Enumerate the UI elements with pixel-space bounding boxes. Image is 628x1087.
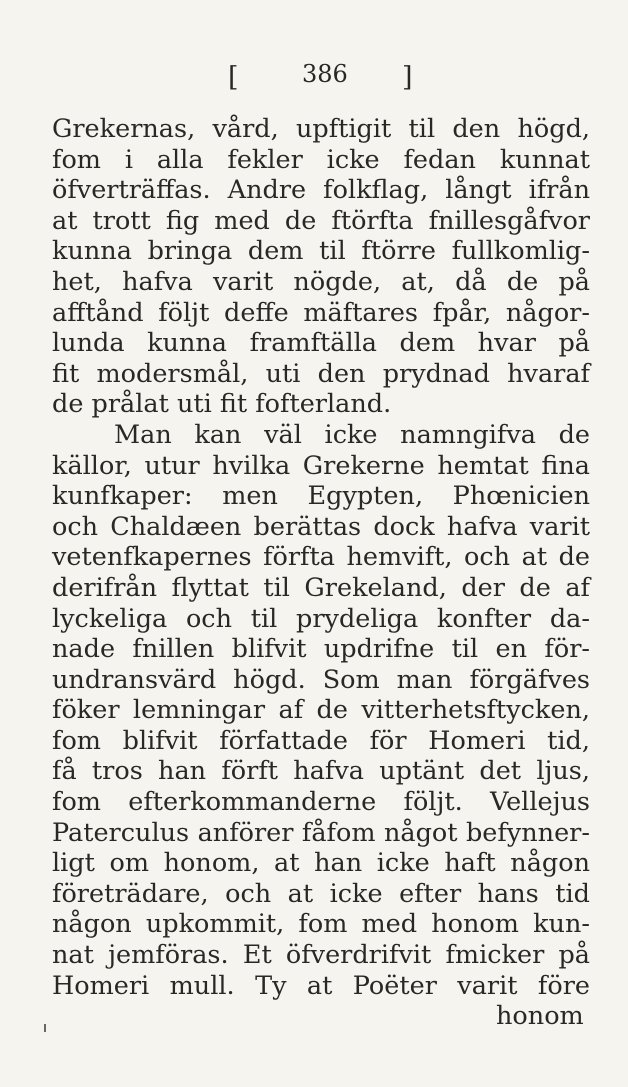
text-line: fom efterkommanderne följt. Vellejus	[52, 787, 590, 818]
text-line: kunna bringa dem til ftörre fullkomlig-	[52, 236, 590, 267]
text-line: fom blifvit författade för Homeri tid,	[52, 725, 590, 756]
text-line: och Chaldæen berättas dock hafva varit	[52, 511, 590, 542]
text-line: kunfkaper: men Egypten, Phœnicien	[52, 481, 590, 512]
body-text	[52, 114, 590, 1001]
text-line: företrädare, och at icke efter hans tid	[52, 878, 590, 909]
text-line: Grekernas, vård, upftigit til den högd,	[52, 114, 590, 144]
text-line: ligt om honom, at han icke haft någon	[52, 848, 590, 879]
header-bracket-right: ]	[402, 62, 413, 93]
text-line: het, hafva varit nögde, at, då de på	[52, 266, 590, 297]
text-line: Paterculus anförer fåfom något befynner-	[52, 817, 590, 848]
text-line: vetenfkapernes förfta hemvift, och at de	[52, 542, 590, 573]
text-line: derifrån flyttat til Grekeland, der de af	[52, 572, 590, 603]
page-header	[0, 60, 628, 100]
text-line: någon upkommit, fom med honom kun-	[52, 909, 590, 940]
text-line: fom i alla fekler icke fedan kunnat	[52, 144, 590, 175]
text-line: föker lemningar af de vitterhetsftycken,	[52, 695, 590, 726]
text-line: nat jemföras. Et öfverdrifvit fmicker på	[52, 940, 590, 971]
text-line: lyckeliga och til prydeliga konfter da-	[52, 603, 590, 634]
text-line: öfverträffas. Andre folkflag, långt ifrån	[52, 175, 590, 206]
catchword: honom	[496, 1001, 584, 1031]
paragraph-start-line: Man kan väl icke namngifva de	[114, 419, 590, 450]
header-bracket-left: [	[228, 62, 239, 93]
text-line: få tros han förft hafva uptänt det ljus,	[52, 756, 590, 787]
paragraph-end-line: de prålat uti fit fofterland.	[52, 389, 392, 420]
text-line: lunda kunna framftälla dem hvar på	[52, 328, 590, 359]
text-line: at trott fig med de ftörfta fnillesgåfvor	[52, 205, 590, 236]
print-mark	[44, 1024, 46, 1032]
text-line: undransvärd högd. Som man förgäfves	[52, 664, 590, 695]
text-line: nade fnillen blifvit updrifne til en för-	[52, 634, 590, 665]
page-number: 386	[302, 60, 348, 88]
text-line: källor, utur hvilka Grekerne hemtat fina	[52, 450, 590, 481]
text-line: afftånd följt deffe mäftares fpår, någor-	[52, 297, 590, 328]
text-line: fit modersmål, uti den prydnad hvaraf	[52, 358, 590, 389]
text-line: Homeri mull. Ty at Poëter varit före	[52, 970, 590, 1001]
